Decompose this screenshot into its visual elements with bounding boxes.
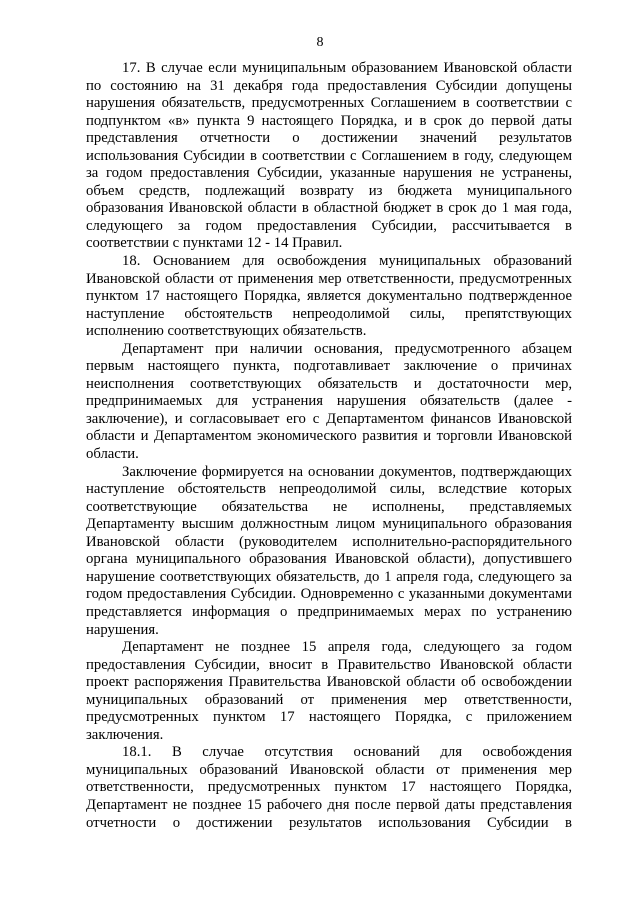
page-number: 8 bbox=[316, 35, 324, 50]
paragraph-18-conclusion-preparation: Департамент при наличии основания, предусмотренного абзацем первым настоящего пункта, подготавливает заключение о причинах неисполнения соответствующих обязательств и достаточности мер, предпринимаемых для устранения нарушения обязательств (далее - заключение), и согласовывает его с Департаментом финансов Ивановской области и Департаментом экономического развития и торговли Ивановской области. bbox=[86, 340, 572, 463]
paragraph-18-submission: Департамент не позднее 15 апреля года, следующего за годом предоставления Субсидии, вносит в Правительство Ивановской области проект распоряжения Правительства Ивановской области об освобождении муниципальных образований от применения мер ответственности, предусмотренных пунктом 17 настоящего Порядка, с приложением заключения. bbox=[86, 639, 572, 743]
paragraph-17: 17. В случае если муниципальным образованием Ивановской области по состоянию на 31 декабря года предоставления Субсидии допущены нарушения обязательств, предусмотренных Соглашением в соответствии с подпунктом «в» пункта 9 настоящего Порядка, и в срок до первой даты представления отчетности о достижении значений результатов использования Субсидии в соответствии с Соглашением в году, следующем за годом предоставления Субсидии, указанные нарушения не устранены, объем средств, подлежащий возврату из бюджета муниципального образования Ивановской области в областной бюджет в срок до 1 мая года, следующего за годом предоставления Субсидии, рассчитывается в соответствии с пунктами 12 - 14 Правил. bbox=[86, 60, 572, 252]
paragraph-18: 18. Основанием для освобождения муниципальных образований Ивановской области от применения мер ответственности, предусмотренных пунктом 17 настоящего Порядка, является документально подтвержденное наступление обстоятельств непреодолимой силы, препятствующих исполнению соответствующих обязательств. bbox=[86, 253, 572, 340]
document-body bbox=[86, 60, 572, 832]
paragraph-18-1: 18.1. В случае отсутствия оснований для освобождения муниципальных образований Ивановской области от применения мер ответственности, предусмотренных пунктом 17 настоящего Порядка, Департамент не позднее 15 рабочего дня после первой даты представления отчетности о достижении результатов использования Субсидии в bbox=[86, 744, 572, 831]
paragraph-18-conclusion-basis: Заключение формируется на основании документов, подтверждающих наступление обстоятельств непреодолимой силы, вследствие которых соответствующие обязательства не исполнены, представляемых Департаменту высшим должностным лицом муниципального образования Ивановской области (руководителем исполнительно-распорядительного органа муниципального образования Ивановской области), допустившего нарушение соответствующих обязательств, до 1 апреля года, следующего за годом предоставления Субсидии. Одновременно с указанными документами представляется информация о предпринимаемых мерах по устранению нарушения. bbox=[86, 463, 572, 638]
